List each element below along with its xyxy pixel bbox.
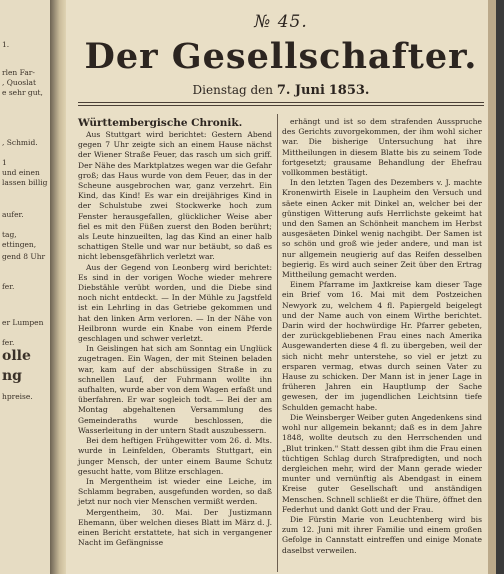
article-paragraph: Die Weinsberger Weiber guten Angedenkens sind wohl nur allgemein bekannt; daß es in dem Jahre 1848, wollte deutsch zu den Herrschenden und „Blut trinken." Statt dessen gibt ihm die Frau einen tüchtigen Schlag durch Strafpredigten, und noch dergleichen mehr, wird der Mann gerade wieder munter und vernünftig als Abendgast in einem Kreise guter Gesellschaft und anständigen Menschen. Schnell schließt er die Thüre, öffnet den Federhut und dankt Gott und der Frau. <box>282 412 482 514</box>
header-rule-bottom <box>78 105 484 106</box>
margin-fragment: aufer. <box>2 210 24 219</box>
margin-fragment: , Schmid. <box>2 138 38 147</box>
margin-fragment: 1. <box>2 40 10 49</box>
newspaper-page <box>66 0 496 574</box>
column-right <box>282 117 482 556</box>
article-paragraph: Aus Stuttgart wird berichtet: Gestern Abend gegen 7 Uhr zeigte sich an einem Hause nächst der Wiener Straße Feuer, das rasch um sich griff. Der Nähe des Marktplatzes wegen war die Gefahr groß; das Haus wurde von dem Feuer, das in der Scheune ausgebrochen war, ganz verzehrt. Ein Kind, das Kind! Es war ein dreijähriges Kind in der Schulstube zwei Stockwerke hoch zum Fenster herausgefallen, glücklicher Weise aber fiel es mit den Füßen zuerst den Boden berührt; als Leute hinzueilten, lag das Kind an einer halb schattigen Stelle und war nur betäubt, so daß es nicht lebensgefährlich verletzt war. <box>78 130 272 262</box>
margin-fragment: gend 8 Uhr <box>2 252 46 261</box>
previous-page-edge <box>0 0 52 574</box>
binding-gutter <box>50 0 66 574</box>
article-paragraph: Einem Pfarrame im Jaxtkreise kam dieser Tage ein Brief vom 16. Mai mit dem Postzeichen Newyork zu, welchem 4 fl. Papiergeld beigelegt und der Name auch von einem Wirthe berichtet. Darin wird der hochwürdige Hr. Pfarrer gebeten, der zurückgebliebenen Frau eines nach Amerika Ausgewanderten diese 4 fl. zu übergeben, weil der sich nicht mehr unterstehe, so viel er jetzt zu ersparen vermag, etwas durch seinen Vater zu Hause zu schicken. Der Mann ist in jener Lage in früheren Jahren ein Hauptlump der Sache gewesen, der im jugendlichen Leichtsinn tiefe Schulden gemacht habe. <box>282 280 482 412</box>
dateline-day: Dienstag den <box>192 83 273 97</box>
article-paragraph: In den letzten Tagen des Dezembers v. J. machte Kronenwirth Eisele in Laupheim den Versuch und säete einen Acker mit Dinkel an, welcher bei der günstigen Witterung aufs Herrlichste gekeimt hat und den Samen an Schönheit manchem im Herbst ausgesäeten Dinkel wenig nachgibt. Der Samen ist so schön und groß wie jeder andere, und man ist nur allgemein neugierig auf das Reifen desselben begierig. Es wird auch seiner Zeit über den Ertrag Mittheilung gemacht werden. <box>282 178 482 280</box>
margin-fragment: ettingen, <box>2 240 37 249</box>
masthead-title: Der Gesellschafter. <box>84 36 478 77</box>
column-divider <box>277 114 278 572</box>
header-rule-top <box>78 102 484 103</box>
page-edge <box>488 0 496 574</box>
margin-fragment: und einen <box>2 168 40 177</box>
section-heading: Württembergische Chronik. <box>78 117 243 129</box>
margin-fragment: fer. <box>2 282 15 291</box>
margin-fragment: 1 <box>2 158 7 167</box>
dateline <box>66 83 496 98</box>
margin-fragment: tag, <box>2 230 17 239</box>
article-paragraph: erhängt und ist so dem strafenden Ausspruche des Gerichts zuvorgekommen, der ihm wohl sicher war. Die bisherige Untersuchung hat ihre Mittheilungen in diesem Blatte bis zu seinem Tode fortgesetzt; grausame Behandlung der Ehefrau vollkommen bestätigt. <box>282 117 482 178</box>
column-left <box>78 117 272 548</box>
article-paragraph: Mergentheim, 30. Mai. Der Justizmann Ehemann, über welchen dieses Blatt im März d. J. einen Bericht erstattete, hat sich in vergangener Nacht im Gefängnisse <box>78 507 272 548</box>
article-paragraph: In Mergentheim ist wieder eine Leiche, im Schlamm begraben, ausgefunden worden, so daß jetzt nur noch vier Menschen vermißt werden. <box>78 476 272 507</box>
margin-fragment: e sehr gut, <box>2 88 43 97</box>
article-paragraph: In Geislingen hat sich am Sonntag ein Unglück zugetragen. Ein Wagen, der mit Steinen beladen war, kam auf der abschüssigen Straße in zu schnellen Lauf, der Fuhrmann wollte ihn aufhalten, wurde aber von dem Wagen erfaßt und überfahren. Er war sogleich todt. — Bei der am Montag abgehaltenen Versammlung des Gemeinderaths wurde beschlossen, die Wasserleitung in der untern Stadt auszubessern. <box>78 344 272 435</box>
margin-fragment: fer. <box>2 338 15 347</box>
dateline-year: 1853. <box>328 83 370 98</box>
dateline-date: 7. Juni <box>276 83 325 98</box>
article-paragraph: Aus der Gegend von Leonberg wird berichtet: Es sind in der vorigen Woche wieder mehrere Diebstähle verübt worden, und die Diebe sind noch nicht entdeckt. — In der Mühle zu Jagstfeld ist ein Lehrling in das Getriebe gekommen und hat den linken Arm verloren. — In der Nähe von Heilbronn wurde ein Knabe von einem Pferde geschlagen und schwer verletzt. <box>78 262 272 344</box>
margin-fragment: lassen billig <box>2 178 48 187</box>
margin-fragment: olle <box>2 348 31 364</box>
article-paragraph: Die Fürstin Marie von Leuchtenberg wird bis zum 12. Juni mit ihrer Familie und einem großen Gefolge in Cannstatt eintreffen und einige Monate daselbst verweilen. <box>282 514 482 555</box>
margin-fragment: , Quoslat <box>2 78 36 87</box>
margin-fragment: er Lumpen <box>2 318 44 327</box>
issue-number: № 45. <box>254 12 308 32</box>
margin-fragment: hpreise. <box>2 392 33 401</box>
article-paragraph: Bei dem heftigen Frühgewitter vom 26. d. Mts. wurde in Leinfelden, Oberamts Stuttgart, ein junger Mensch, der unter einem Baume Schutz gesucht hatte, vom Blitze erschlagen. <box>78 436 272 476</box>
margin-fragment: rlen Far- <box>2 68 35 77</box>
margin-fragment: ng <box>2 368 22 384</box>
